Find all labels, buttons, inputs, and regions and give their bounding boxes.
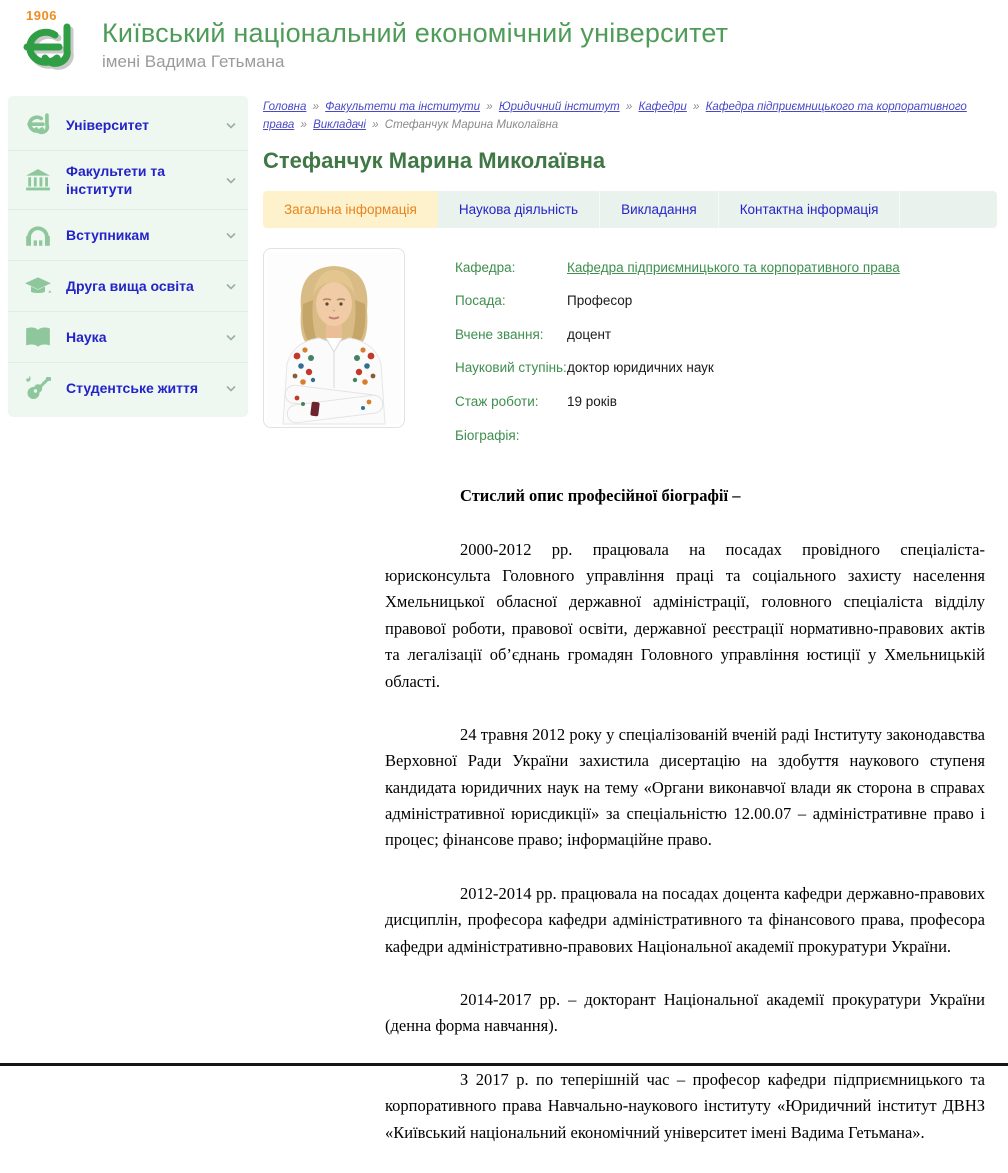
university-subtitle: імені Вадима Гетьмана: [102, 52, 285, 71]
chevron-down-icon: [226, 277, 236, 295]
eu-logo-icon: [22, 111, 54, 139]
sidebar-item-label: Наука: [66, 329, 107, 346]
university-logo[interactable]: [10, 6, 96, 86]
field-value: 19 років: [567, 394, 617, 410]
sidebar-item-studentske-zhyttia[interactable]: [8, 363, 248, 413]
breadcrumb-link-fakultety[interactable]: Факультети та інститути: [325, 101, 481, 113]
content-area: [0, 92, 1008, 1173]
university-titles: [102, 6, 728, 72]
tab-naukova-diialnist[interactable]: Наукова діяльність: [438, 191, 600, 228]
breadcrumb-separator: »: [300, 119, 307, 132]
open-book-icon: [22, 323, 54, 351]
sidebar-item-label: Вступникам: [66, 227, 150, 244]
sidebar-item-label: Факультети та інститути: [66, 163, 166, 198]
page-title: Стефанчук Марина Миколаївна: [263, 147, 606, 173]
breadcrumb-link-yurydychnyi-instytut[interactable]: Юридичний інститут: [498, 101, 620, 113]
field-value: доктор юридичних наук: [567, 360, 714, 376]
sidebar: [8, 96, 248, 417]
field-label: Вчене звання:: [455, 326, 544, 342]
sidebar-item-nauka[interactable]: [8, 312, 248, 363]
sidebar-item-label: Друга вища освіта: [66, 278, 194, 295]
breadcrumb-link-vykladachi[interactable]: Викладачі: [313, 119, 366, 132]
breadcrumb-link-kafedry[interactable]: Кафедри: [638, 101, 687, 113]
biography-paragraph: 24 травня 2012 року у спеціалізованій вченій раді Інституту законодавства Верховної Ради України захистила дисертацію на здобуття наукового ступеня кандидата юридичних наук на тему «Органи виконавчої влади як сторона в справах адміністративної юрисдикції» за спеціальністю 12.00.07 – адміністративне право і процес; фінансове право; інформаційне право.: [385, 724, 985, 850]
guitar-icon: [22, 374, 54, 402]
biography-paragraph: 2000-2012 рр. працювала на посадах провідного спеціаліста-юрисконсульта Головного управління праці та соціального захисту населення Хмельницької обласної державної адміністрації, головного спеціаліста відділу правової роботи, правової освіти, державної реєстрації нормативно-правових актів та легалізації об’єднань громадян Головного управління юстиції у Хмельницькій області.: [385, 539, 985, 691]
breadcrumb-separator: »: [625, 101, 633, 113]
profile-photo: [263, 248, 405, 428]
biography-paragraph: З 2017 р. по теперішній час – професор кафедри підприємницького та корпоративного права Навчально-наукового інституту «Юридичний інститут ДВНЗ «Київський національний економічний університет імені Вадима Гетьмана».: [385, 1069, 985, 1142]
footer-divider: [0, 1063, 1008, 1066]
biography-paragraph: 2014-2017 рр. – докторант Національної академії прокуратури України (денна форма навчання).: [385, 990, 985, 1036]
tab-vykladannia[interactable]: Викладання: [600, 191, 719, 228]
tab-zahalna-informatsiia[interactable]: Загальна інформація: [263, 191, 438, 228]
eu-logo-icon: [14, 20, 80, 78]
profile-fields: [455, 248, 997, 459]
field-label: Кафедра:: [455, 259, 516, 275]
biography-paragraph: 2012-2014 рр. працювала на посадах доцента кафедри державно-правових дисциплін, професора кафедри адміністративного та фінансового права, професора кафедри адміністративно-правових Національної академії прокуратури України.: [385, 883, 985, 956]
chevron-down-icon: [226, 171, 236, 189]
chevron-down-icon: [226, 328, 236, 346]
field-label: Посада:: [455, 293, 506, 309]
breadcrumb-link-kafedra-pidpryiemnytskoho[interactable]: Кафедра підприємницького та корпоративного права: [263, 101, 967, 132]
breadcrumb-current: Стефанчук Марина Миколаївна: [384, 119, 559, 132]
field-row-biohrafiia: [455, 426, 997, 446]
chevron-down-icon: [226, 116, 236, 134]
field-row-posada: [455, 291, 997, 311]
main-content: [263, 96, 997, 1173]
university-name: Київський національний економічний університет: [102, 18, 729, 48]
sidebar-item-vstupnykam[interactable]: [8, 210, 248, 261]
sidebar-item-label: Студентське життя: [66, 380, 199, 397]
chevron-down-icon: [226, 379, 236, 397]
field-row-kafedra: [455, 258, 997, 278]
breadcrumb-separator: »: [693, 101, 700, 113]
profile-section: [263, 248, 997, 459]
graduation-cap-icon: [22, 272, 54, 300]
chevron-down-icon: [226, 226, 236, 244]
field-label: Стаж роботи:: [455, 394, 539, 410]
breadcrumb-separator: »: [486, 101, 493, 113]
sidebar-item-label: Університет: [66, 116, 149, 133]
biography-heading: Стислий опис професійної біографії –: [460, 486, 741, 506]
breadcrumb-separator: »: [372, 119, 379, 132]
breadcrumb-separator: »: [312, 101, 319, 113]
tab-bar: [263, 191, 997, 228]
field-row-naukovyi-stupin: [455, 358, 997, 378]
field-value: Професор: [567, 293, 633, 309]
field-row-vchene-zvannia: [455, 325, 997, 345]
biography-text: [385, 483, 985, 1146]
field-value: доцент: [567, 326, 612, 342]
tab-kontaktna-informatsiia[interactable]: Контактна інформація: [719, 191, 901, 228]
site-header: [0, 0, 1008, 92]
arch-gate-icon: [22, 221, 54, 249]
tab-bar-filler: [900, 191, 997, 228]
university-building-icon: [22, 166, 54, 194]
sidebar-item-druha-vyshcha[interactable]: [8, 261, 248, 312]
breadcrumb: [263, 98, 997, 135]
department-link[interactable]: Кафедра підприємницького та корпоративного права: [567, 259, 900, 275]
breadcrumb-link-holovna[interactable]: Головна: [263, 101, 307, 113]
sidebar-item-universytet[interactable]: [8, 100, 248, 151]
field-label: Науковий ступінь:: [455, 360, 567, 376]
logo-year-label: 1906: [26, 8, 57, 23]
field-row-stazh-roboty: [455, 392, 997, 412]
sidebar-item-fakultety[interactable]: [8, 151, 248, 210]
field-label: Біографія:: [455, 427, 520, 443]
